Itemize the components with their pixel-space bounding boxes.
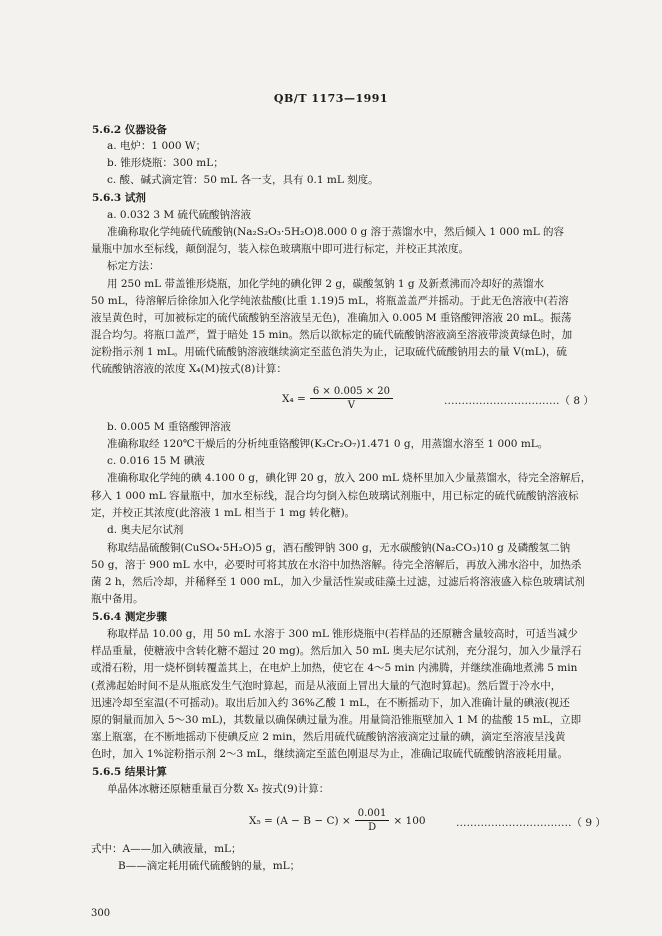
paragraph-line: 原的铜量而加入 5～30 mL)，其数量以确保碘过量为准。用量筒沿锥瓶壁加入 1 M 的盐酸 15 mL，立即 (91, 714, 582, 726)
formula-8-denominator: V (347, 400, 356, 411)
formula-9 (249, 808, 426, 833)
reagent-c-title: c. 0.016 15 M 碘液 (107, 455, 205, 467)
paragraph-line: 淀粉指示剂 1 mL。用硫代硫酸钠溶液继续滴定至蓝色消失为止，记取硫代硫酸钠用去的量 V(mL)，硫 (91, 346, 567, 358)
paragraph-line: 称取结晶硫酸铜(CuSO₄·5H₂O)5 g，酒石酸钾钠 300 g，无水碳酸钠(Na₂CO₃)10 g 及磷酸氢二钠 (107, 542, 571, 554)
paragraph-line: 色时，加入 1%淀粉指示剂 2～3 mL，继续滴定至蓝色刚退尽为止，准确记取硫代硫酸钠溶液耗用量。 (91, 748, 568, 760)
paragraph-line: 混合均匀。将瓶口盖严，置于暗处 15 min。然后以欲标定的硫代硫酸钠溶液滴至溶液带淡黄绿色时，加 (91, 329, 573, 341)
formula-9-fraction (355, 808, 390, 833)
paragraph-line: 液呈黄色时，可加被标定的硫代硫酸钠至溶液呈无色)，准确加入 0.005 M 重铬酸钾溶液 20 mL。振荡 (91, 312, 572, 324)
calibration-method-label: 标定方法： (107, 260, 160, 272)
page-number: 300 (91, 908, 111, 919)
paragraph-line: 称取样品 10.00 g，用 50 mL 水溶于 300 mL 锥形烧瓶中(若样品的还原糖含量较高时，可适当减少 (107, 628, 578, 640)
reagent-b-title: b. 0.005 M 重铬酸钾溶液 (107, 421, 231, 433)
variable-definition: 式中：A——加入碘液量，mL； (91, 843, 242, 855)
formula-8-numerator: 6 × 0.005 × 20 (310, 386, 393, 399)
paragraph-line: 代硫酸钠溶液的浓度 X₄(M)按式(8)计算： (91, 363, 287, 375)
paragraph-line: 用 250 mL 带盖锥形烧瓶，加化学纯的碘化钾 2 g，碳酸氢钠 1 g 及新煮沸而冷却好的蒸馏水 (107, 278, 544, 290)
paragraph-line: 单晶体冰糖还原糖重量百分数 X₅ 按式(9)计算： (107, 783, 330, 795)
paragraph-line: 或滑石粉，用一烧杯倒转覆盖其上，在电炉上加热，使它在 4～5 min 内沸腾，并继续准确地煮沸 5 min (91, 662, 578, 674)
formula-8-label: ……………………………（ 8 ） (444, 395, 594, 407)
paragraph-line: 准确称取化学纯的碘 4.100 0 g，碘化钾 20 g，放入 200 mL 烧杯里加入少量蒸馏水，待完全溶解后， (107, 472, 592, 484)
item-c-burette: c. 酸、碱式滴定管：50 mL 各一支，具有 0.1 mL 刻度。 (107, 174, 379, 186)
paragraph-line: 样品重量，使糖液中含转化糖不超过 20 mg)。然后加入 50 mL 奥夫尼尔试剂，充分混匀，加入少量浮石 (91, 645, 582, 657)
formula-8-lhs: X₄ = (282, 392, 306, 405)
section-5-6-2-heading: 5.6.2 仪器设备 (92, 124, 167, 136)
section-5-6-5-heading: 5.6.5 结果计算 (92, 766, 167, 778)
paragraph-line: 瓶中备用。 (91, 593, 144, 605)
section-5-6-4-heading: 5.6.4 测定步骤 (92, 611, 167, 623)
paragraph-line: (煮沸起始时间不是从瓶底发生气泡时算起，而是从液面上冒出大量的气泡时算起)。然后置于冷水中， (91, 680, 562, 692)
section-5-6-3-heading: 5.6.3 试剂 (92, 192, 146, 204)
formula-8 (282, 386, 397, 411)
standard-header: QB/T 1173—1991 (273, 92, 389, 105)
formula-9-tail: × 100 (393, 814, 426, 827)
paragraph-line: 50 mL，待溶解后徐徐加入化学纯浓盐酸(比重 1.19)5 mL，将瓶盖盖严并摇动。于此无色溶液中(若溶 (91, 295, 569, 307)
paragraph-line: 迅速冷却至室温(不可摇动)。取出后加入约 36%乙酸 1 mL，在不断摇动下，加入准确计量的碘液(视还 (91, 697, 570, 709)
item-b-flask: b. 锥形烧瓶：300 mL； (107, 157, 224, 169)
variable-definition: B——滴定耗用硫代硫酸钠的量，mL； (118, 860, 301, 872)
formula-9-denominator: D (368, 822, 377, 833)
reagent-d-title: d. 奥夫尼尔试剂 (107, 524, 184, 536)
paragraph-line: 塞上瓶塞，在不断地摇动下使碘反应 2 min，然后用硫代硫酸钠溶液滴定过量的碘，滴定至溶液呈浅黄 (91, 731, 566, 743)
reagent-a-title: a. 0.032 3 M 硫代硫酸钠溶液 (107, 209, 251, 221)
paragraph-line: 菌 2 h，然后冷却，并稀释至 1 000 mL，加入少量活性炭或硅藻土过滤，过滤后将溶液盛入棕色玻璃试剂 (91, 576, 585, 588)
formula-9-lhs: X₅ = (A − B − C) × (249, 814, 351, 827)
formula-9-label: ……………………………（ 9 ） (456, 817, 606, 829)
item-a-electric-furnace: a. 电炉：1 000 W； (107, 140, 207, 152)
formula-8-fraction (310, 386, 393, 411)
paragraph-line: 50 g，溶于 900 mL 水中，必要时可将其放在水浴中加热溶解。待完全溶解后，再放入沸水浴中，加热杀 (91, 559, 582, 571)
paragraph-line: 定，并校正其浓度(此溶液 1 mL 相当于 1 mg 转化糖)。 (91, 507, 356, 519)
paragraph-line: 量瓶中加水至标线，颠倒混匀，装入棕色玻璃瓶中即可进行标定，并校正其浓度。 (91, 243, 469, 255)
paragraph-line: 准确称取化学纯硫代硫酸钠(Na₂S₂O₃·5H₂O)8.000 0 g 溶于蒸馏水中，然后倾入 1 000 mL 的容 (107, 226, 565, 238)
paragraph-line: 准确称取经 120℃干燥后的分析纯重铬酸钾(K₂Cr₂O₇)1.471 0 g，用蒸馏水溶至 1 000 mL。 (107, 438, 549, 450)
formula-9-numerator: 0.001 (355, 808, 390, 821)
paragraph-line: 移入 1 000 mL 容量瓶中，加水至标线，混合均匀倒入棕色玻璃试剂瓶中，用已标定的硫代硫酸钠溶液标 (91, 490, 579, 502)
